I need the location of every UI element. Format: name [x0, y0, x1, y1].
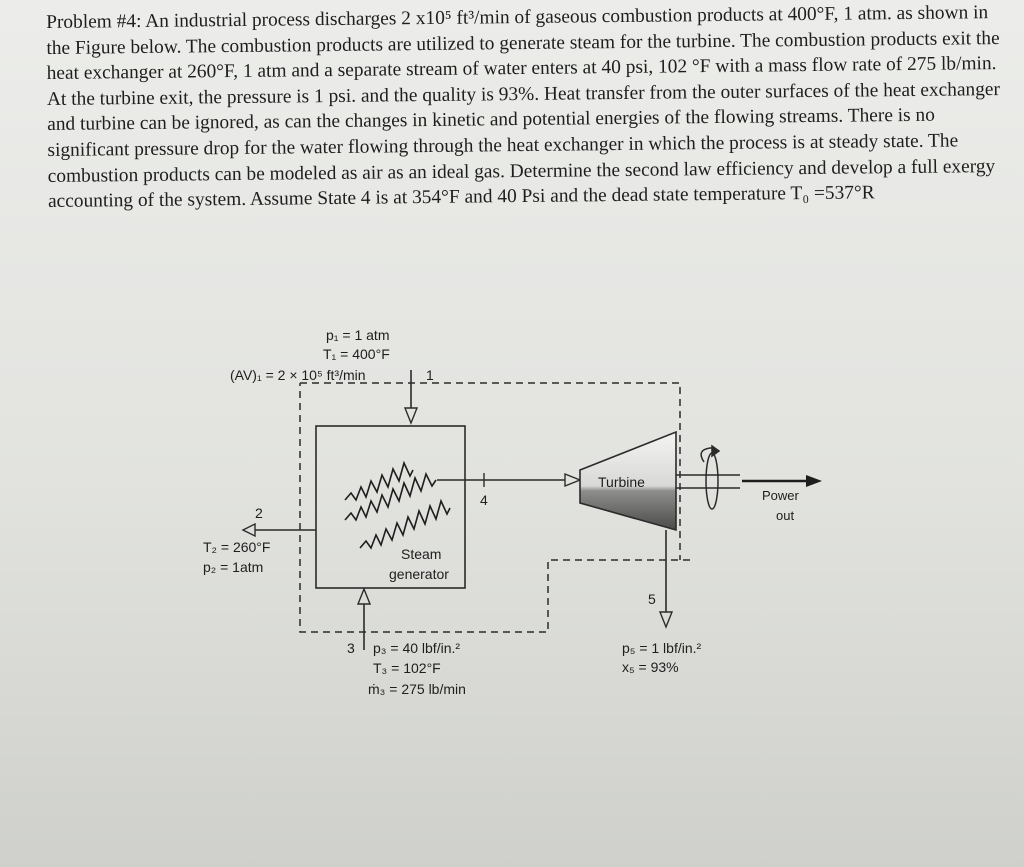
state5-quality: x₅ = 93%	[622, 659, 679, 675]
state2-number: 2	[255, 505, 263, 521]
stream-3-inlet	[358, 589, 370, 650]
power-out-label-1: Power	[762, 488, 799, 503]
state4-number: 4	[480, 492, 488, 508]
steam-generator-box	[316, 426, 465, 588]
state1-number: 1	[426, 367, 434, 383]
stream-4-line	[437, 473, 580, 487]
problem-text: An industrial process discharges 2 x10⁵ ft³/min of gaseous combustion products at 400°F, 1 atm. as shown in the Figure below. The combustion products are utilized to generate steam for the turbine. The combustion products exit the heat exchanger at 260°F, 1 atm and a separate stream of water enters at 40 psi, 102 °F with a mass flow rate of 275 lb/min. At the turbine exit, the pressure is 1 psi. and the quality is 93%. Heat transfer from the outer surfaces of the heat exchanger and turbine can be ignored, as can the changes in kinetic and potential energies of the flowing streams. There is no significant pressure drop for the water flowing through the heat exchanger in which the process is at steady state. The combustion products can be modeled as air as an ideal gas. Determine the second law efficiency and develop a full exergy accounting of the system. Assume State 4 is at 354°F and 40 Psi and the dead state temperature T₀ =537°R	[46, 2, 1001, 213]
steam-generator-label-2: generator	[389, 566, 449, 582]
state2-temperature: T₂ = 260°F	[203, 539, 271, 555]
problem-label: Problem #4:	[46, 11, 142, 33]
state1-flow: (AV)₁ = 2 × 10⁵ ft³/min	[230, 367, 366, 383]
stream-1-inlet	[405, 370, 417, 423]
turbine-label: Turbine	[598, 474, 645, 490]
heat-exchanger-coils	[345, 463, 450, 548]
power-out-label-2: out	[776, 508, 795, 523]
state3-pressure: p₃ = 40 lbf/in.²	[373, 640, 461, 656]
steam-generator-label-1: Steam	[401, 546, 442, 562]
state2-pressure: p₂ = 1atm	[203, 559, 264, 575]
power-out-arrow	[742, 475, 822, 487]
state3-number: 3	[347, 640, 355, 656]
state5-pressure: p₅ = 1 lbf/in.²	[622, 640, 702, 656]
turbine-shaft	[676, 446, 740, 509]
stream-2-outlet	[243, 524, 316, 536]
state3-mass-flow: ṁ₃ = 275 lb/min	[368, 681, 466, 697]
state5-number: 5	[648, 591, 656, 607]
state1-temperature: T₁ = 400°F	[323, 346, 390, 362]
state3-temperature: T₃ = 102°F	[373, 660, 441, 676]
stream-5-outlet	[660, 530, 672, 627]
state1-pressure: p₁ = 1 atm	[326, 327, 390, 343]
